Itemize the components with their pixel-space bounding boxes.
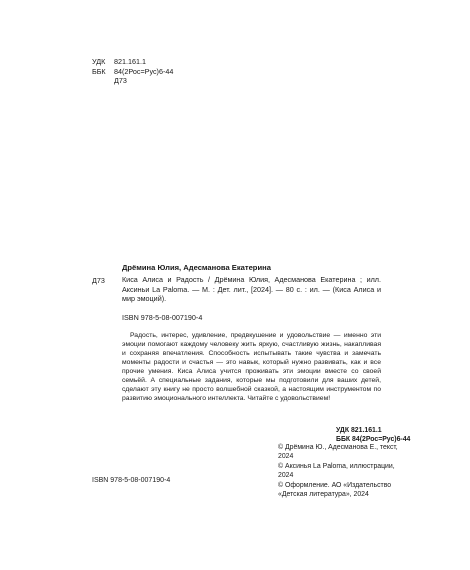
isbn-footer: ISBN 978-5-08-007190-4 bbox=[92, 477, 171, 484]
copyright-illustrations-line: © Аксинья La Paloma, иллюстрации, 2024 bbox=[278, 462, 395, 480]
udk-row bbox=[92, 57, 173, 67]
bbk-footer: ББК 84(2Рос=Рус)6-44 bbox=[336, 436, 411, 443]
author-mark: Д73 bbox=[114, 76, 127, 86]
udk-label: УДК bbox=[92, 57, 106, 66]
annotation-text: Радость, интерес, удивление, предвкушение и удовольствие — именно эти эмоции помогают каждому человеку жить яркую, счастливую жизнь, накапливая и сохраняя впечатления. Способность испытывать такие чувства и замечать моменты радости и счастья — это навык, который нужно развивать, как и все прочие умения. Киса Алиса учится проживать эти эмоции вместе со своей семьёй. А специальные задания, которые мы подготовили для ваших детей, сделают эту книгу не просто волшебной сказкой, а настоящим инструментом по развитию эмоционального интеллекта. Читайте с удовольствием! bbox=[122, 332, 381, 403]
annotation bbox=[122, 331, 381, 403]
classification-footer bbox=[336, 426, 410, 444]
copyright-text-line: © Дрёмина Ю., Адесманова Е., текст, 2024 bbox=[278, 444, 398, 461]
authors-heading: Дрёмина Юлия, Адесманова Екатерина bbox=[122, 263, 271, 272]
bibliographic-description: Киса Алиса и Радость / Дрёмина Юлия, Адесманова Екатерина ; илл. Аксиньи La Paloma. — М. : Дет. лит., [2024]. — 80 с. : ил. — (Киса Алиса и мир эмоций). bbox=[122, 275, 381, 304]
copyright-notices bbox=[278, 443, 398, 499]
record-isbn: ISBN 978-5-08-007190-4 bbox=[122, 312, 203, 322]
record-author-mark: Д73 bbox=[92, 276, 105, 285]
copyright-design-line: © Оформление. АО «Издательство «Детская литература», 2024 bbox=[278, 481, 392, 499]
bbk-label: ББК bbox=[92, 66, 106, 76]
udk-value: 821.161.1 bbox=[114, 57, 146, 66]
catalog-record bbox=[122, 263, 381, 403]
bbk-value: 84(2Рос=Рус)6-44 bbox=[114, 66, 174, 76]
classification-header bbox=[92, 57, 173, 86]
bbk-row bbox=[92, 67, 173, 77]
udk-footer: УДК 821.161.1 bbox=[336, 427, 382, 434]
